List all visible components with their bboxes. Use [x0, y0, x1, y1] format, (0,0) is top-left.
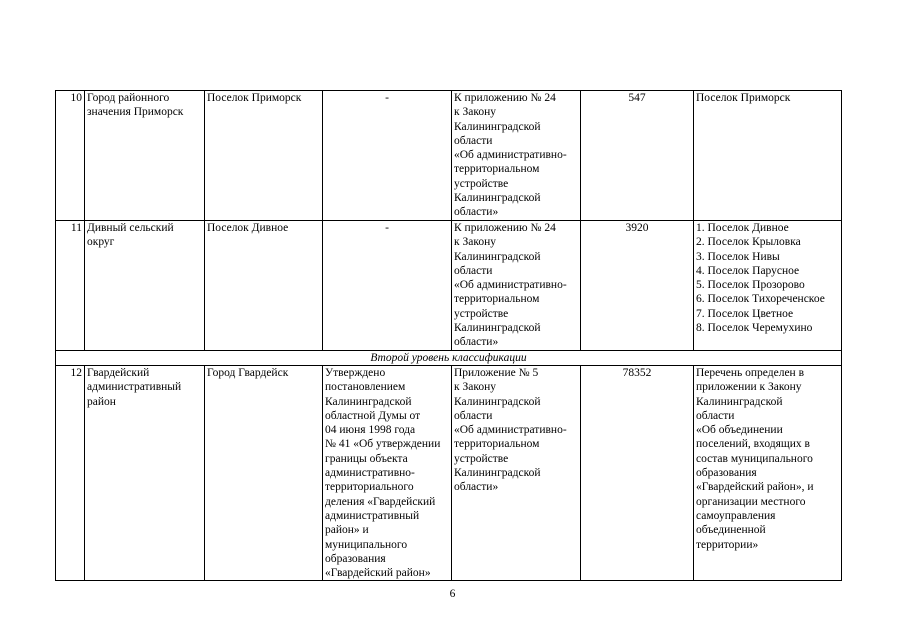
unit-name: Город районного значения Приморск	[85, 91, 205, 221]
law-reference: К приложению № 24 к Закону Калининградской области «Об административно- территориальном устройстве Калининградской области»	[452, 221, 581, 351]
boundary-document: -	[323, 91, 452, 221]
boundary-document: Утверждено постановлением Калининградской областной Думы от 04 июня 1998 года № 41 «Об утверждении границы объекта административно- территориального деления «Гвардейский административный район» и муниципального образования «Гвардейский район»	[323, 365, 452, 580]
unit-name: Гвардейский административный район	[85, 365, 205, 580]
section-title: Второй уровень классификации	[56, 350, 842, 365]
admin-center: Поселок Дивное	[205, 221, 323, 351]
law-reference: Приложение № 5 к Закону Калининградской области «Об административно- территориальном устройстве Калининградской области»	[452, 365, 581, 580]
admin-center: Город Гвардейск	[205, 365, 323, 580]
admin-center: Поселок Приморск	[205, 91, 323, 221]
table-row	[56, 365, 842, 580]
settlement-list: Поселок Приморск	[694, 91, 842, 221]
unit-name: Дивный сельский округ	[85, 221, 205, 351]
row-number: 11	[56, 221, 85, 351]
table-row	[56, 221, 842, 351]
row-number: 10	[56, 91, 85, 221]
law-reference: К приложению № 24 к Закону Калининградской области «Об административно- территориальном устройстве Калининградской области»	[452, 91, 581, 221]
boundary-document: -	[323, 221, 452, 351]
page-number: 6	[449, 588, 456, 600]
settlement-list: Перечень определен в приложении к Закону Калининградской области «Об объединении поселений, входящих в состав муниципального образования «Гвардейский район», и организации местного самоуправления объединенной территории»	[694, 365, 842, 580]
table-row	[56, 91, 842, 221]
population: 547	[581, 91, 694, 221]
population: 3920	[581, 221, 694, 351]
registry-table	[55, 90, 842, 581]
population: 78352	[581, 365, 694, 580]
settlement-list: 1. Поселок Дивное 2. Поселок Крыловка 3. Поселок Нивы 4. Поселок Парусное 5. Поселок Прозорово 6. Поселок Тихореченское 7. Поселок Цветное 8. Поселок Черемухино	[694, 221, 842, 351]
section-header-row	[56, 350, 842, 365]
row-number: 12	[56, 365, 85, 580]
